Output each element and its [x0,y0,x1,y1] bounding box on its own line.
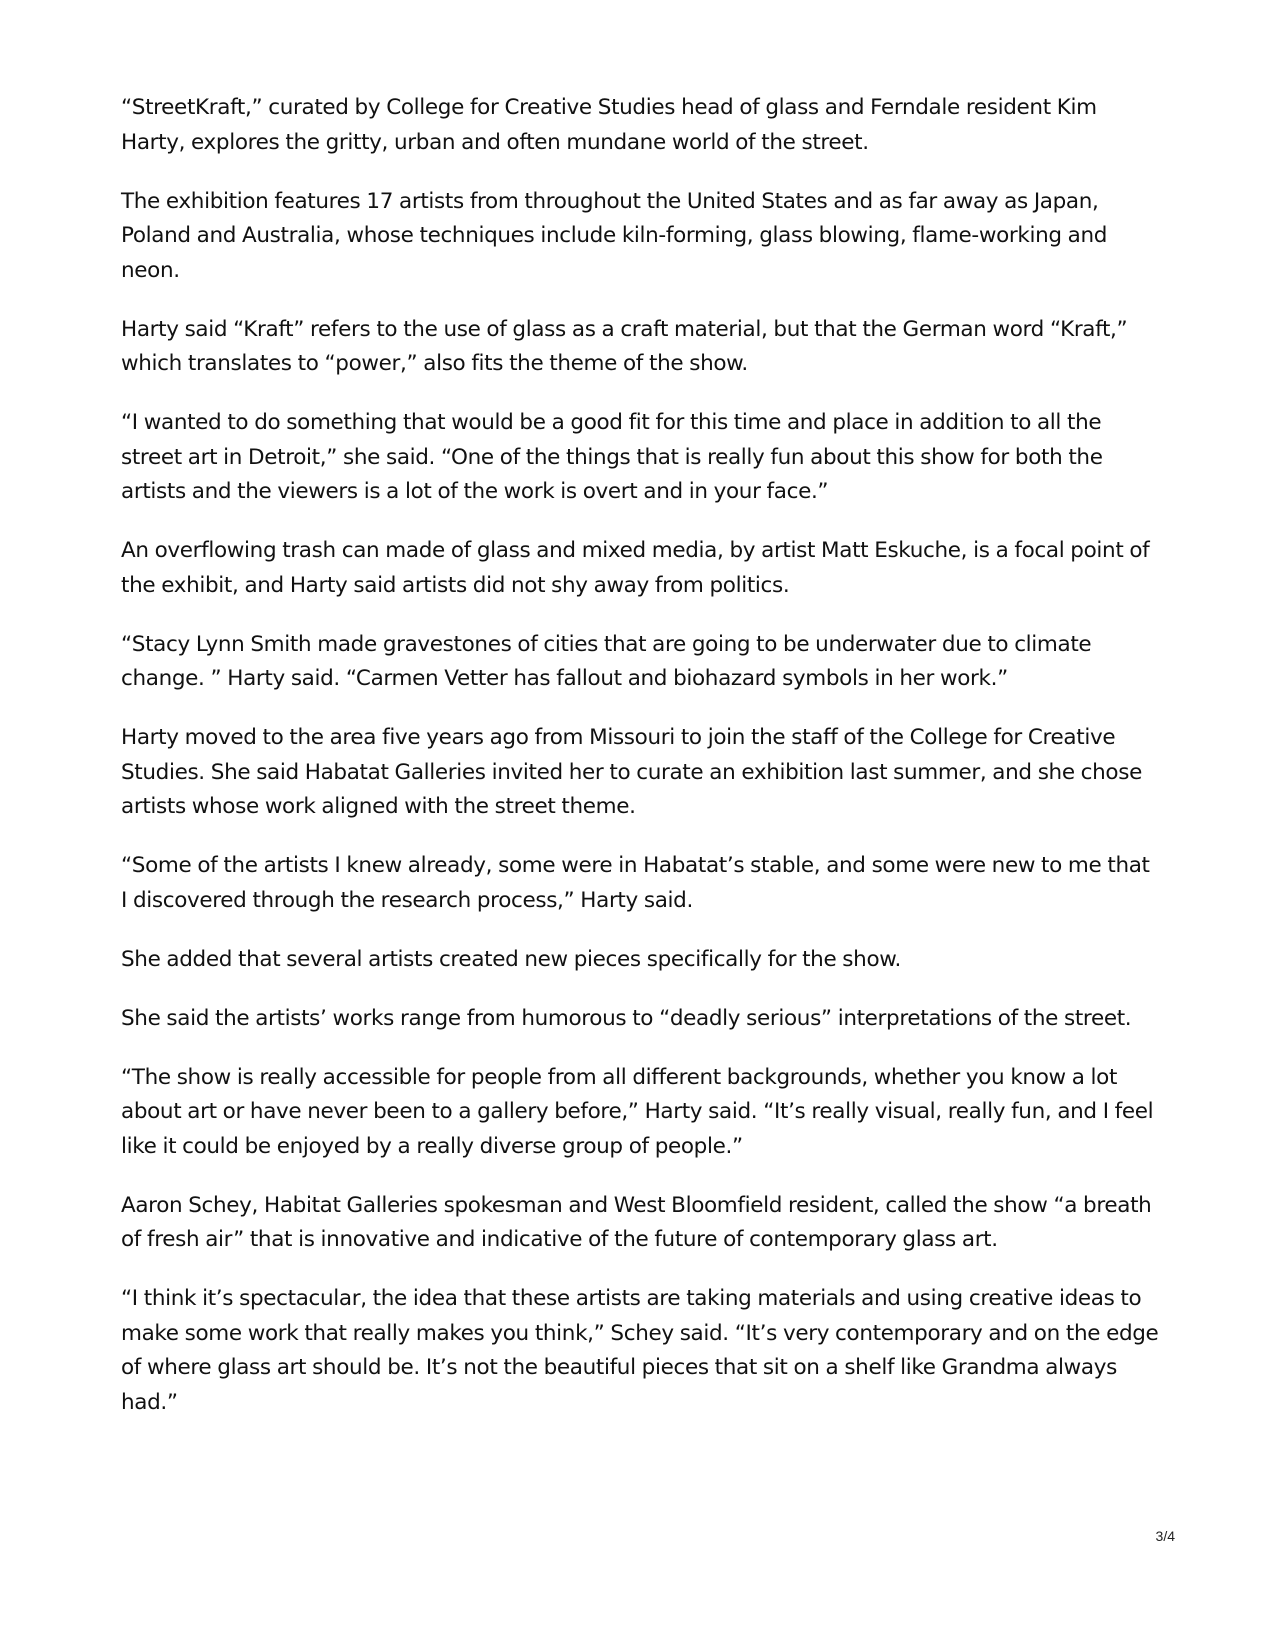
paragraph: “The show is really accessible for people from all different backgrounds, whether you know a lot about art or have never been to a gallery before,” Harty said. “It’s really visual, really fun, and I feel like it could be enjoyed by a really diverse group of people.” [121,1064,1154,1159]
paragraph: Harty said “Kraft” refers to the use of glass as a craft material, but that the German word “Kraft,” which translates to “power,” also fits the theme of the show. [121,316,1128,376]
paragraph: Harty moved to the area five years ago from Missouri to join the staff of the College for Creative Studies. She said Habatat Galleries invited her to curate an exhibition last summer, and she chose artists whose work aligned with the street theme. [121,725,1142,819]
paragraph: “Stacy Lynn Smith made gravestones of cities that are going to be underwater due to climate change. ” Harty said. “Carmen Vetter has fallout and biohazard symbols in her work.” [121,631,1092,691]
paragraph: “I wanted to do something that would be a good fit for this time and place in addition to all the street art in Detroit,” she said. “One of the things that is really fun about this show for both the artists and the viewers is a lot of the work is overt and in your face.” [121,410,1103,504]
paragraph: An overflowing trash can made of glass and mixed media, by artist Matt Eskuche, is a focal point of the exhibit, and Harty said artists did not shy away from politics. [121,538,1150,598]
paragraph: The exhibition features 17 artists from throughout the United States and as far away as Japan, Poland and Australia, whose techniques include kiln-forming, glass blowing, flame-working and neon. [121,188,1108,283]
paragraph: She added that several artists created new pieces specifically for the show. [121,946,901,972]
article-body [121,91,1161,1445]
paragraph: “I think it’s spectacular, the idea that these artists are taking materials and using creative ideas to make some work that really makes you think,” Schey said. “It’s very contemporary and on the edge of where glass art should be. It’s not the beautiful pieces that sit on a shelf like Grandma always had.” [121,1286,1159,1415]
page-number: 3/4 [1155,1528,1175,1544]
paragraph: “Some of the artists I knew already, some were in Habatat’s stable, and some were new to me that I discovered through the research process,” Harty said. [121,853,1150,913]
paragraph: Aaron Schey, Habitat Galleries spokesman and West Bloomfield resident, called the show “a breath of fresh air” that is innovative and indicative of the future of contemporary glass art. [121,1192,1152,1252]
paragraph: “StreetKraft,” curated by College for Creative Studies head of glass and Ferndale resident Kim Harty, explores the gritty, urban and often mundane world of the street. [121,95,1097,155]
paragraph: She said the artists’ works range from humorous to “deadly serious” interpretations of the street. [121,1005,1132,1031]
